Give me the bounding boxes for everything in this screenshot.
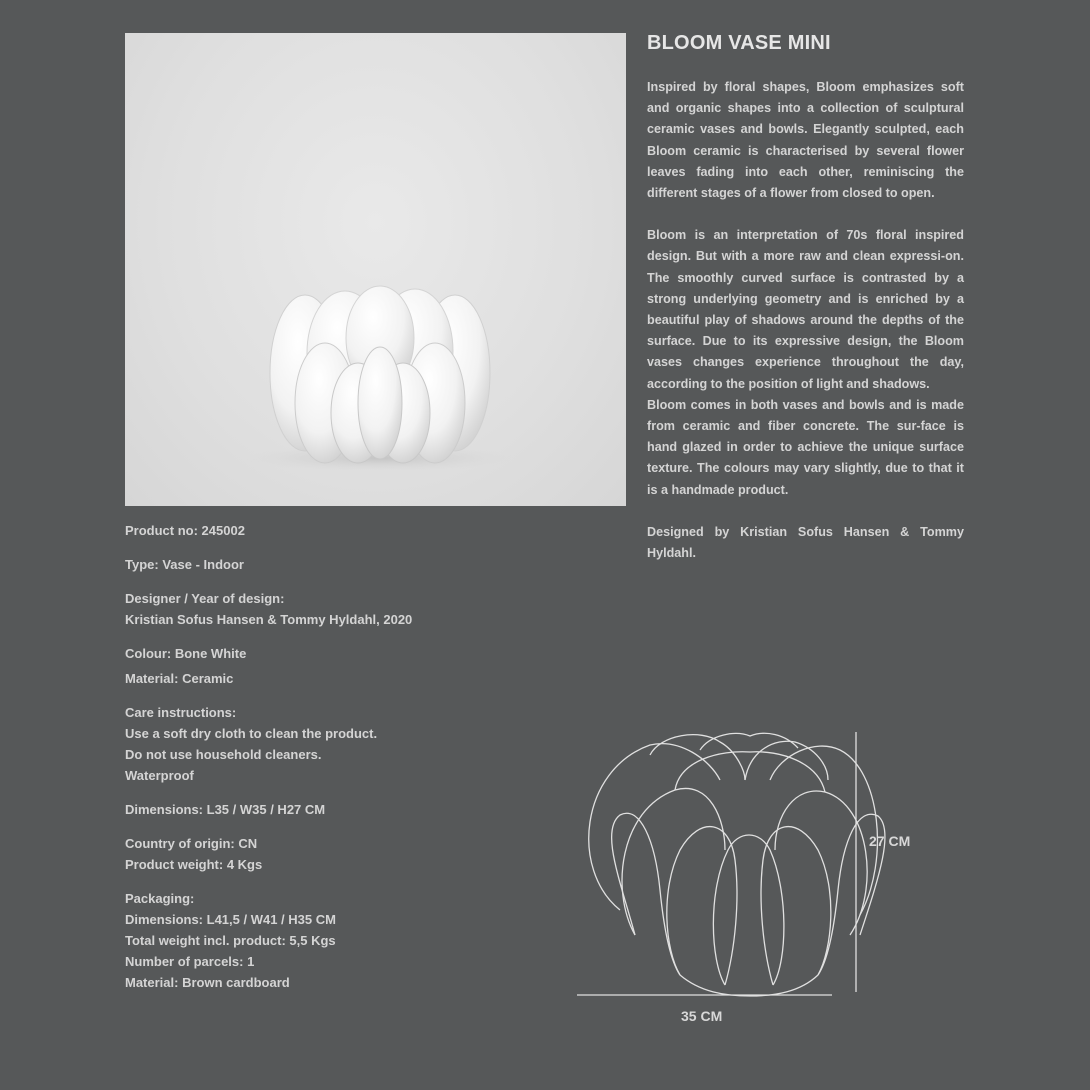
petal-outline xyxy=(713,835,784,985)
description-paragraph: Bloom is an interpretation of 70s floral inspired design. But with a more raw and clean expressi-on. The smoothly curved surface is contrasted by a strong underlying geometry and is enriched by a beautiful play of shadows around the depths of the surface. Due to its expressive design, the Bloom vases changes experience throughout the day, according to the position of light and shadows. xyxy=(647,228,964,391)
petal-outline xyxy=(589,744,720,910)
vase-line-drawing xyxy=(560,720,940,1040)
spec-material: Material: Ceramic xyxy=(125,671,234,686)
petal-outline xyxy=(761,827,831,985)
petal-outline xyxy=(667,827,737,985)
designed-by: Designed by Kristian Sofus Hansen & Tommy Hyldahl. xyxy=(647,524,964,561)
spec-dimensions: Dimensions: L35 / W35 / H27 CM xyxy=(125,802,326,817)
petal-outline xyxy=(770,746,877,915)
spec-colour: Colour: Bone White xyxy=(125,646,247,661)
petal-outline xyxy=(612,813,680,975)
product-specs xyxy=(125,520,585,1006)
base-outline xyxy=(680,975,818,996)
spec-care: Care instructions: Use a soft dry cloth to clean the product. Do not use household cleaners. Waterproof xyxy=(125,705,378,783)
width-label: 35 CM xyxy=(681,1008,723,1024)
petal-outline xyxy=(650,735,745,780)
petal-outline xyxy=(622,788,725,935)
spec-packaging: Packaging: Dimensions: L41,5 / W41 / H35 CM Total weight incl. product: 5,5 Kgs Number of parcels: 1 Material: Brown cardboard xyxy=(125,891,336,990)
petal-outline xyxy=(775,791,867,935)
description-paragraph: Inspired by floral shapes, Bloom emphasizes soft and organic shapes into a collection of sculptural ceramic vases and bowls. Elegantly sculpted, each Bloom ceramic is characterised by several flower leaves fading into each other, reminiscing the different stages of a flower from closed to open. xyxy=(647,80,964,201)
spec-product-no: Product no: 245002 xyxy=(125,523,245,538)
height-label: 27 CM xyxy=(869,833,911,849)
product-title: BLOOM VASE MINI xyxy=(647,32,831,54)
vase-illustration xyxy=(125,33,626,506)
product-photo xyxy=(125,33,626,506)
spec-designer: Designer / Year of design: Kristian Sofus Hansen & Tommy Hyldahl, 2020 xyxy=(125,591,413,627)
spec-origin-weight: Country of origin: CN Product weight: 4 Kgs xyxy=(125,836,263,872)
product-description xyxy=(647,77,964,564)
description-paragraph: Bloom comes in both vases and bowls and is made from ceramic and fiber concrete. The sur-face is hand glazed in order to achieve the unique surface texture. The colours may vary slightly, due to that it is a handmade product. xyxy=(647,397,964,497)
spec-type: Type: Vase - Indoor xyxy=(125,557,244,572)
petal-outline xyxy=(675,752,825,792)
